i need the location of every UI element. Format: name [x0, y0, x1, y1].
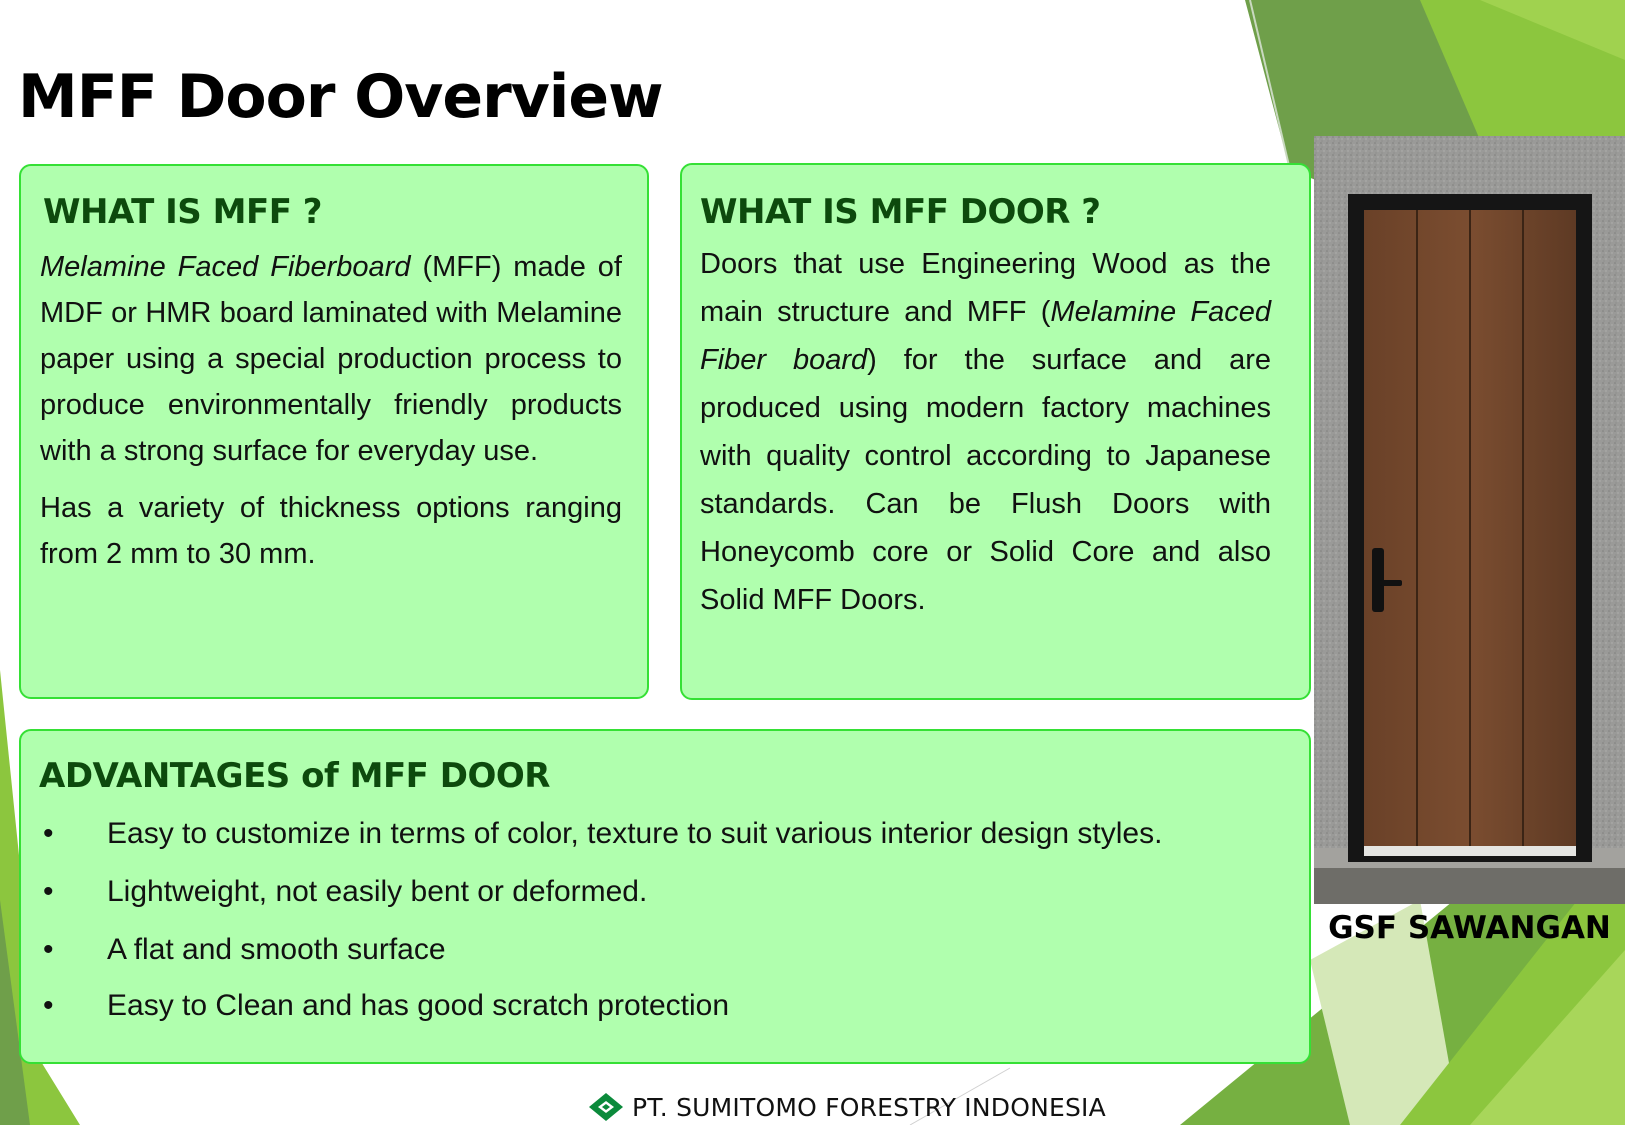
photo-caption: GSF SAWANGAN — [1328, 910, 1611, 946]
bullet-icon: • — [43, 989, 54, 1022]
bullet-icon: • — [43, 875, 54, 908]
mff-door-term: Melamine Faced Fiber board — [700, 296, 1271, 376]
what-is-mff-paragraph — [40, 244, 622, 474]
mff-door-text-end: ) for the surface and are produced using modern factory machines with quality control according to Japanese standards. Can be Flush Doors with Honeycomb core or Solid Core and also Solid MFF Doors. — [700, 344, 1271, 616]
bullet-icon: • — [43, 933, 54, 966]
company-name: PT. SUMITOMO FORESTRY INDONESIA — [632, 1092, 1106, 1122]
what-is-mff-heading: WHAT IS MFF ? — [43, 192, 322, 232]
company-logo-icon — [588, 1092, 624, 1122]
what-is-mff-card — [19, 164, 649, 699]
door-photo — [1314, 136, 1625, 904]
advantages-heading: ADVANTAGES of MFF DOOR — [39, 756, 550, 796]
advantages-card — [19, 729, 1311, 1064]
mff-description: (MFF) made of MDF or HMR board laminated with Melamine paper using a special production process to produce environmentally friendly products with a strong surface for everyday use. — [40, 251, 622, 467]
list-item — [39, 871, 1289, 929]
advantage-text: Lightweight, not easily bent or deformed. — [107, 875, 648, 908]
what-is-mff-door-heading: WHAT IS MFF DOOR ? — [700, 192, 1101, 232]
company-footer — [588, 1090, 1106, 1124]
mff-term: Melamine Faced Fiberboard — [40, 251, 411, 283]
what-is-mff-body — [40, 244, 622, 577]
thickness-options-text: Has a variety of thickness options ranging from 2 mm to 30 mm. — [40, 492, 622, 570]
advantage-text: Easy to customize in terms of color, texture to suit various interior design styles. — [107, 817, 1163, 850]
mff-door-text-start: Doors that use Engineering Wood as the main structure and MFF ( — [700, 248, 1271, 328]
advantages-list — [39, 813, 1289, 1043]
list-item — [39, 929, 1289, 985]
what-is-mff-door-card — [680, 163, 1311, 700]
what-is-mff-door-body — [700, 240, 1271, 624]
list-item — [39, 813, 1289, 871]
list-item — [39, 985, 1289, 1043]
advantage-text: Easy to Clean and has good scratch protection — [107, 989, 730, 1022]
page-title: MFF Door Overview — [18, 62, 663, 132]
advantage-text: A flat and smooth surface — [107, 933, 446, 966]
bullet-icon: • — [43, 817, 54, 850]
mff-door-paragraph — [700, 240, 1271, 624]
